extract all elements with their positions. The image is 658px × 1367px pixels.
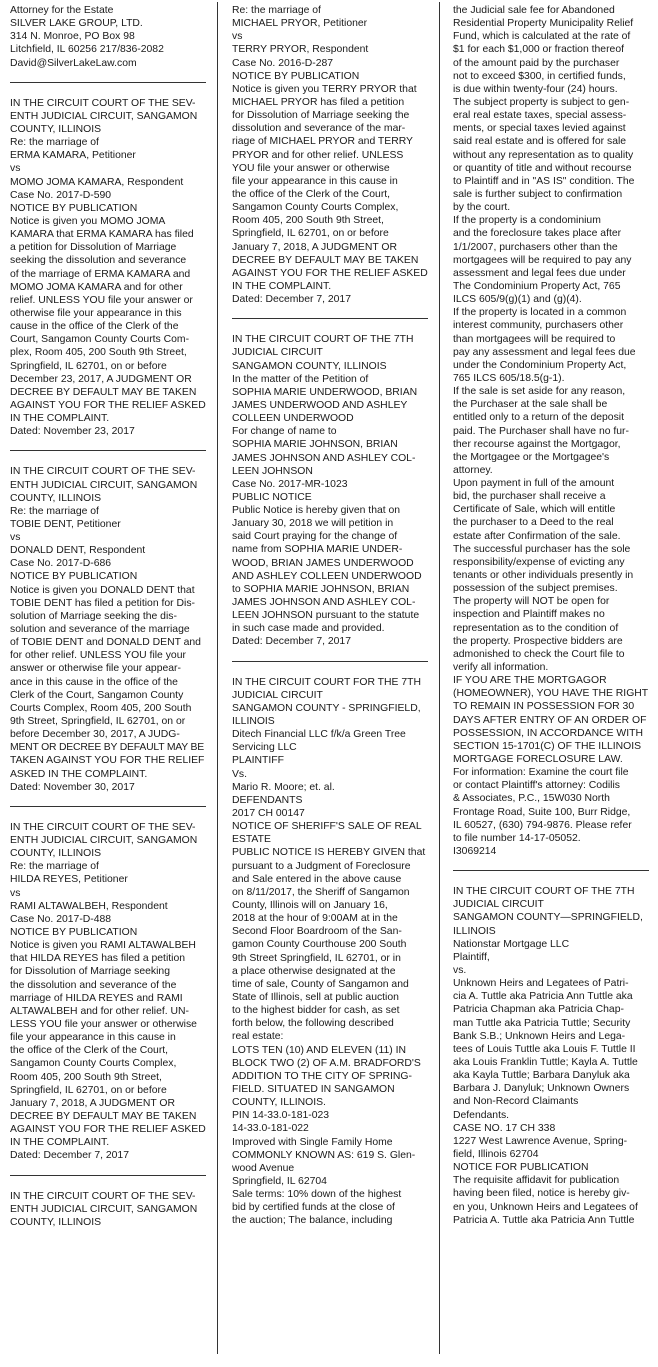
notice-separator <box>10 82 206 83</box>
notice-line: IN THE COMPLAINT. <box>10 1137 110 1149</box>
notice-line: Patricia A. Tuttle aka Patricia Ann Tuttle <box>453 1214 635 1226</box>
notice-line: estate after Confirmation of the sale. <box>453 530 621 542</box>
notice-line: Mario R. Moore; et. al. <box>232 781 335 793</box>
notice-line: County, Illinois will on January 16, <box>232 900 388 911</box>
notice-line: gamon County Courthouse 200 South <box>232 939 407 951</box>
column-1 <box>10 4 206 1229</box>
legal-notice <box>10 4 206 70</box>
notice-line: solution and severance of the marriage <box>10 624 190 636</box>
notice-line: MICHAEL PRYOR has filed a petition <box>232 96 405 108</box>
notice-line: IF YOU ARE THE MORTGAGOR <box>453 675 607 687</box>
notice-line: Dated: December 7, 2017 <box>232 294 351 306</box>
notice-line: otherwise file your appearance in this <box>10 307 182 319</box>
notice-line: MICHAEL PRYOR, Petitioner <box>232 18 368 30</box>
notice-line: IN THE CIRCUIT COURT FOR THE 7TH <box>232 676 421 688</box>
notice-line: Case No. 2017-D-590 <box>10 189 112 201</box>
notice-line: I3069214 <box>453 846 497 857</box>
notice-line: admonished to check the Court file to <box>453 648 625 660</box>
notice-line: cia A. Tuttle aka Patricia Ann Tuttle aka <box>453 991 633 1003</box>
notice-line: by the court. <box>453 202 511 214</box>
notice-line: a petition for Dissolution of Marriage <box>10 242 177 254</box>
notice-line: Sale terms: 10% down of the highest <box>232 1189 402 1201</box>
notice-line: and the foreclosure takes place after <box>453 228 622 240</box>
notice-line: Clerk of the Court, Sangamon County <box>10 689 184 701</box>
notice-line: Attorney for the Estate <box>10 5 114 16</box>
notice-line: ther recourse against the Mortgagor, <box>453 438 621 450</box>
notice-line: & Associates, P.C., 15W030 North <box>453 793 610 805</box>
notice-line: COMMONLY KNOWN AS: 619 S. Glen- <box>232 1149 416 1161</box>
notice-line: Fund, which is calculated at the rate of <box>453 31 631 43</box>
notice-line: NOTICE OF SHERIFF'S SALE OF REAL <box>232 821 422 833</box>
notice-line: man Tuttle aka Patricia Tuttle; Security <box>453 1017 631 1029</box>
notice-line: AGAINST YOU FOR THE RELIEF ASKED <box>232 267 428 279</box>
notice-line: Case No. 2017-D-686 <box>10 558 112 570</box>
notice-line: not to exceed $300, in certified funds, <box>453 70 626 82</box>
notice-line: IN THE COMPLAINT. <box>10 413 110 425</box>
notice-line: answer or otherwise file your appear- <box>10 663 181 675</box>
notice-line: of TOBIE DENT and DONALD DENT and <box>10 637 201 649</box>
notice-line: pursuant to a Judgment of Foreclosure <box>232 860 411 872</box>
column-rule-right <box>439 2 440 1354</box>
notice-line: the auction; The balance, including <box>232 1215 393 1227</box>
notice-line: DEFENDANTS <box>232 794 303 806</box>
notice-line: In the matter of the Petition of <box>232 373 369 385</box>
notice-line: TERRY PRYOR, Respondent <box>232 44 369 56</box>
notice-line: DONALD DENT, Respondent <box>10 545 146 557</box>
notice-line: Notice is given you RAMI ALTAWALBEH <box>10 940 196 952</box>
notice-line: IN THE CIRCUIT COURT OF THE SEV- <box>10 821 196 833</box>
notice-line: Room 405, 200 South 9th Street, <box>232 215 384 227</box>
notice-line: $1 for each $1,000 or fraction thereof <box>453 44 624 56</box>
notice-line: NOTICE BY PUBLICATION <box>10 202 138 214</box>
notice-line: Case No. 2017-D-488 <box>10 913 112 925</box>
notice-line: ments, or special taxes levied against <box>453 123 626 135</box>
notice-separator <box>10 806 206 807</box>
legal-notice <box>10 465 206 794</box>
notice-line: aka Louis Franklin Tuttle; Kayla A. Tuttle <box>453 1056 638 1068</box>
notice-line: Servicing LLC <box>232 742 297 754</box>
notice-line: solution of Marriage seeking the dis- <box>10 610 177 622</box>
notice-line: for Dissolution of Marriage seeking <box>10 966 170 978</box>
notice-line: The requisite affidavit for publication <box>453 1175 620 1187</box>
notice-line: and Non-Record Claimants <box>453 1096 579 1108</box>
legal-notice <box>10 821 206 1163</box>
notice-line: State of Illinois, sell at public auction <box>232 991 399 1003</box>
notice-line: The property will NOT be open for <box>453 596 610 608</box>
notice-line: for other relief. UNLESS YOU file your <box>10 650 186 662</box>
notice-line: en you, Unknown Heirs and Legatees of <box>453 1201 638 1213</box>
notice-line: (HOMEOWNER), YOU HAVE THE RIGHT <box>453 688 649 700</box>
notice-line: ERMA KAMARA, Petitioner <box>10 150 136 162</box>
notice-line: Case No. 2016-D-287 <box>232 57 334 69</box>
notice-line: to SOPHIA MARIE JOHNSON, BRIAN <box>232 583 410 595</box>
legal-notice <box>232 4 428 306</box>
notice-line: LEEN JOHNSON pursuant to the statute <box>232 610 420 622</box>
notice-line: is due within twenty-four (24) hours. <box>453 83 618 95</box>
notice-line: Nationstar Mortgage LLC <box>453 938 570 950</box>
notice-line: PIN 14-33.0-181-023 <box>232 1110 330 1122</box>
notice-line: ILCS 605/9(g)(1) and (g)(4). <box>453 294 582 306</box>
legal-notice <box>10 1190 206 1229</box>
notice-line: vs <box>10 887 21 899</box>
notice-line: or quantity of title and without recourse <box>453 162 632 174</box>
notice-line: under the Condominium Property Act, <box>453 359 627 371</box>
notice-line: Frontage Road, Suite 100, Burr Ridge, <box>453 806 631 818</box>
notice-line: JUDICIAL CIRCUIT <box>453 899 544 911</box>
notice-line: MENT OR DECREE BY DEFAULT MAY BE <box>10 742 204 754</box>
notice-line: Notice is given you TERRY PRYOR that <box>232 83 417 95</box>
notice-line: ENTH JUDICIAL CIRCUIT, SANGAMON <box>10 835 198 847</box>
notice-line: time of sale, County of Sangamon and <box>232 978 409 990</box>
notice-line: Residential Property Municipality Relief <box>453 18 634 30</box>
notice-line: Re: the marriage of <box>232 5 321 16</box>
notice-line: PLAINTIFF <box>232 755 284 767</box>
column-3 <box>453 4 649 1227</box>
notice-line: vs. <box>453 964 467 976</box>
notice-line: wood Avenue <box>232 1162 295 1174</box>
notice-line: the property. Prospective bidders are <box>453 635 623 647</box>
notice-line: assessment and legal fees due under <box>453 267 626 279</box>
notice-line: JUDICIAL CIRCUIT <box>232 689 323 701</box>
notice-line: Ditech Financial LLC f/k/a Green Tree <box>232 729 406 741</box>
notice-line: MORTGAGE FORECLOSURE LAW. <box>453 754 623 766</box>
notice-line: KAMARA that ERMA KAMARA has filed <box>10 229 194 241</box>
notice-line: Litchfield, IL 60256 217/836-2082 <box>10 44 164 56</box>
notice-line: SANGAMON COUNTY, ILLINOIS <box>232 360 387 372</box>
notice-line: MOMO JOMA KAMARA, Respondent <box>10 176 184 188</box>
notice-line: January 30, 2018 we will petition in <box>232 518 394 530</box>
notice-line: COUNTY, ILLINOIS <box>10 848 102 860</box>
notice-line: David@SilverLakeLaw.com <box>10 57 137 69</box>
notice-line: plex, Room 405, 200 South 9th Street, <box>10 347 187 359</box>
notice-line: said Court praying for the change of <box>232 531 398 543</box>
notice-line: DECREE BY DEFAULT MAY BE TAKEN <box>232 254 419 266</box>
notice-line: to file number 14-17-05052. <box>453 832 581 844</box>
notice-line: COUNTY, ILLINOIS. <box>232 1097 326 1109</box>
notice-line: 2017 CH 00147 <box>232 808 305 820</box>
notice-line: January 7, 2018, A JUDGMENT OR <box>10 1097 175 1109</box>
notice-line: WOOD, BRIAN JAMES UNDERWOOD <box>232 557 414 569</box>
notice-line: bid, the purchaser shall receive a <box>453 491 606 503</box>
notice-separator <box>10 1175 206 1176</box>
notice-line: ADDITION TO THE CITY OF SPRING- <box>232 1070 412 1082</box>
column-2 <box>232 4 428 1228</box>
notice-line: MOMO JOMA KAMARA and for other <box>10 281 183 293</box>
notice-line: ALTAWALBEH and for other relief. UN- <box>10 1005 190 1017</box>
notice-line: CASE NO. 17 CH 338 <box>453 1122 556 1134</box>
notice-line: NOTICE BY PUBLICATION <box>10 927 138 938</box>
legal-notice <box>10 97 206 439</box>
legal-notice <box>453 4 649 858</box>
notice-line: The successful purchaser has the sole <box>453 543 631 555</box>
notice-line: than mortgagees will be required to <box>453 333 616 345</box>
notice-line: POSSESSION, IN ACCORDANCE WITH <box>453 727 643 739</box>
notice-line: 1/1/2007, purchasers other than the <box>453 241 618 253</box>
notice-line: in such case made and provided. <box>232 623 385 635</box>
notice-line: COLLEEN UNDERWOOD <box>232 413 354 425</box>
legal-notice <box>232 333 428 648</box>
notice-line: ESTATE <box>232 834 271 846</box>
notice-line: bid by certified funds at the close of <box>232 1202 395 1214</box>
notice-line: of the amount paid by the purchaser <box>453 57 620 69</box>
notice-line: vs <box>232 31 243 43</box>
notice-line: ENTH JUDICIAL CIRCUIT, SANGAMON <box>10 479 198 491</box>
notice-line: forth below, the following described <box>232 1018 394 1030</box>
notice-line: Springfield, IL 62701, on or before <box>10 1084 167 1096</box>
notice-line: on 8/11/2017, the Sheriff of Sangamon <box>232 886 410 898</box>
notice-line: responsibility/expense of evicting any <box>453 556 625 568</box>
notice-line: 314 N. Monroe, PO Box 98 <box>10 31 135 43</box>
notice-line: marriage of HILDA REYES and RAMI <box>10 992 183 1004</box>
notice-line: SOPHIA MARIE JOHNSON, BRIAN <box>232 439 398 451</box>
notice-line: Defendants. <box>453 1109 510 1121</box>
notice-line: that HILDA REYES has filed a petition <box>10 953 186 965</box>
notice-line: NOTICE FOR PUBLICATION <box>453 1162 589 1174</box>
notice-line: 2018 at the hour of 9:00AM at in the <box>232 913 398 925</box>
notice-line: Barbara J. Danyluk; Unknown Owners <box>453 1083 630 1095</box>
notice-line: Plaintiff, <box>453 951 490 963</box>
notice-line: Unknown Heirs and Legatees of Patri- <box>453 978 629 990</box>
notice-line: TOBIE DENT has filed a petition for Dis- <box>10 597 195 609</box>
notice-line: HILDA REYES, Petitioner <box>10 874 128 886</box>
notice-line: The Condominium Property Act, 765 <box>453 280 621 292</box>
notice-line: of the marriage of ERMA KAMARA and <box>10 268 191 280</box>
notice-line: a place otherwise designated at the <box>232 965 396 977</box>
notice-line: inspection and Plaintiff makes no <box>453 609 605 621</box>
notice-line: file your appearance in this cause in <box>232 175 398 187</box>
notice-line: Case No. 2017-MR-1023 <box>232 478 348 490</box>
notice-line: 9th Street Springfield, IL 62701, or in <box>232 952 401 964</box>
notice-line: Dated: December 7, 2017 <box>10 1150 129 1162</box>
notice-line: SECTION 15-1701(C) OF THE ILLINOIS <box>453 740 642 752</box>
notice-line: RAMI ALTAWALBEH, Respondent <box>10 900 168 912</box>
notice-line: before December 30, 2017, A JUDG- <box>10 729 180 741</box>
notice-line: Springfield, IL 62704 <box>232 1175 327 1187</box>
notice-line: AGAINST YOU FOR THE RELIEF ASKED <box>10 399 206 411</box>
notice-line: COUNTY, ILLINOIS <box>10 123 102 135</box>
notice-line: the Mortgagee or the Mortgagee's <box>453 451 610 463</box>
notice-line: dissolution and severance of the mar- <box>232 123 406 135</box>
notice-line: paid. The Purchaser shall have no fur- <box>453 425 629 437</box>
notice-line: PUBLIC NOTICE <box>232 491 312 503</box>
notice-line: possession of the subject premises. <box>453 583 618 595</box>
notice-line: DECREE BY DEFAULT MAY BE TAKEN <box>10 386 197 398</box>
notice-line: Court, Sangamon County Courts Com- <box>10 334 190 346</box>
notice-line: the purchaser to a Deed to the real <box>453 517 614 529</box>
notice-line: 765 ILCS 605/18.5(g-1). <box>453 372 565 384</box>
notice-line: LOTS TEN (10) AND ELEVEN (11) IN <box>232 1044 406 1056</box>
notice-line: COUNTY, ILLINOIS <box>10 1216 102 1228</box>
notice-line: the Purchaser at the sale shall be <box>453 399 608 411</box>
notice-line: Improved with Single Family Home <box>232 1136 393 1148</box>
notice-line: entitled only to a return of the deposit <box>453 412 624 424</box>
notice-line: eral real estate taxes, special assess- <box>453 110 627 122</box>
notice-line: Re: the marriage of <box>10 505 99 517</box>
notice-line: AND ASHLEY COLLEEN UNDERWOOD <box>232 570 422 582</box>
notice-line: Dated: November 30, 2017 <box>10 781 135 793</box>
notice-line: Room 405, 200 South 9th Street, <box>10 1071 162 1083</box>
notice-line: Dated: November 23, 2017 <box>10 426 135 438</box>
notice-line: SOPHIA MARIE UNDERWOOD, BRIAN <box>232 386 418 398</box>
notice-line: mortgagees will be required to pay any <box>453 254 632 266</box>
notice-line: file your appearance in this cause in <box>10 1032 176 1044</box>
notice-line: JAMES UNDERWOOD AND ASHLEY <box>232 399 408 411</box>
notice-line: JAMES JOHNSON AND ASHLEY COL- <box>232 452 416 464</box>
notice-line: ance in this cause in the office of the <box>10 676 178 688</box>
notice-line: IN THE CIRCUIT COURT OF THE SEV- <box>10 1190 196 1202</box>
notice-line: Certificate of Sale, which will entitle <box>453 504 616 516</box>
notice-line: NOTICE BY PUBLICATION <box>232 70 360 82</box>
notice-line: IL 60527, (630) 794-9876. Please refer <box>453 819 632 831</box>
notice-line: ASKED IN THE COMPLAINT. <box>10 768 148 780</box>
notice-line: JAMES JOHNSON AND ASHLEY COL- <box>232 597 416 609</box>
notice-line: ILLINOIS <box>232 716 275 728</box>
notice-line: the office of the Clerk of the Court, <box>232 188 391 200</box>
column-rule-left <box>217 2 218 1354</box>
notice-line: TO REMAIN IN POSSESSION FOR 30 <box>453 701 635 713</box>
notice-line: seeking the dissolution and severance <box>10 255 187 267</box>
notice-line: IN THE CIRCUIT COURT OF THE 7TH <box>453 886 635 898</box>
notice-line: interest community, purchasers other <box>453 320 624 332</box>
notice-line: December 23, 2017, A JUDGMENT OR <box>10 373 192 385</box>
notice-line: Re: the marriage of <box>10 137 99 149</box>
notice-line: riage of MICHAEL PRYOR and TERRY <box>232 136 413 148</box>
notice-line: to the highest bidder for cash, as set <box>232 1005 400 1017</box>
notice-line: 9th Street, Springfield, IL 62701, on or <box>10 716 186 728</box>
notice-line: For information: Examine the court file <box>453 767 629 779</box>
notice-line: ENTH JUDICIAL CIRCUIT, SANGAMON <box>10 110 198 122</box>
notice-line: AGAINST YOU FOR THE RELIEF ASKED <box>10 1124 206 1136</box>
notice-line: relief. UNLESS YOU file your answer or <box>10 294 193 306</box>
notice-line: the Judicial sale fee for Abandoned <box>453 5 615 16</box>
legal-notice <box>453 885 649 1227</box>
notice-line: Dated: December 7, 2017 <box>232 636 351 648</box>
notice-line: LESS YOU file your answer or otherwise <box>10 1018 197 1030</box>
notice-line: ENTH JUDICIAL CIRCUIT, SANGAMON <box>10 1203 198 1215</box>
notice-line: cause in the office of the Clerk of the <box>10 321 179 333</box>
notice-line: For change of name to <box>232 426 337 438</box>
notice-line: COUNTY, ILLINOIS <box>10 492 102 504</box>
notice-line: said real estate and is offered for sale <box>453 136 627 148</box>
notice-line: tenants or other individuals presently in <box>453 570 634 582</box>
notice-line: without any representation as to quality <box>453 149 634 161</box>
notice-line: Upon payment in full of the amount <box>453 478 615 490</box>
notice-line: vs <box>10 163 21 175</box>
notice-line: January 7, 2018, A JUDGMENT OR <box>232 241 397 253</box>
notice-line: IN THE CIRCUIT COURT OF THE SEV- <box>10 97 196 109</box>
notice-line: pay any assessment and legal fees due <box>453 346 636 358</box>
notice-line: SANGAMON COUNTY - SPRINGFIELD, <box>232 702 421 714</box>
notice-line: FIELD. SITUATED IN SANGAMON <box>232 1083 395 1095</box>
notice-line: Re: the marriage of <box>10 861 99 873</box>
notice-line: having been filed, notice is hereby giv- <box>453 1188 630 1200</box>
notice-line: If the sale is set aside for any reason, <box>453 386 626 398</box>
notice-line: field, Illinois 62704 <box>453 1148 539 1160</box>
notice-line: Bank S.B.; Unknown Heirs and Lega- <box>453 1030 626 1042</box>
notice-line: vs <box>10 532 21 544</box>
notice-line: and Sale entered in the above cause <box>232 873 402 885</box>
notice-line: IN THE COMPLAINT. <box>232 280 332 292</box>
notice-line: aka Kayla Tuttle; Barbara Danyluk aka <box>453 1070 630 1082</box>
notice-line: IN THE CIRCUIT COURT OF THE 7TH <box>232 334 414 346</box>
notice-line: tees of Louis Tuttle aka Louis F. Tuttle II <box>453 1043 636 1055</box>
notice-line: TAKEN AGAINST YOU FOR THE RELIEF <box>10 755 205 767</box>
notice-line: BLOCK TWO (2) OF A.M. BRADFORD'S <box>232 1057 421 1069</box>
notice-line: 14-33.0-181-022 <box>232 1123 309 1135</box>
notice-line: name from SOPHIA MARIE UNDER- <box>232 544 403 556</box>
notice-line: Notice is given you DONALD DENT that <box>10 584 195 596</box>
notice-separator <box>232 318 428 319</box>
notice-line: LEEN JOHNSON <box>232 465 313 477</box>
notice-line: the dissolution and severance of the <box>10 979 177 991</box>
notice-line: representation as to the condition of <box>453 622 619 634</box>
notice-line: PUBLIC NOTICE IS HEREBY GIVEN that <box>232 847 426 859</box>
notice-line: The subject property is subject to gen- <box>453 96 630 108</box>
notice-line: PRYOR and for other relief. UNLESS <box>232 149 404 161</box>
notice-line: ILLINOIS <box>453 925 496 937</box>
notice-line: SILVER LAKE GROUP, LTD. <box>10 18 143 30</box>
notice-separator <box>453 870 649 871</box>
notice-line: Springfield, IL 62701, on or before <box>232 228 389 240</box>
notice-line: SANGAMON COUNTY—SPRINGFIELD, <box>453 912 643 924</box>
notice-line: the office of the Clerk of the Court, <box>10 1045 169 1057</box>
notice-line: Patricia Chapman aka Patricia Chap- <box>453 1004 624 1016</box>
notice-line: Second Floor Boardroom of the San- <box>232 926 402 938</box>
notice-line: 1227 West Lawrence Avenue, Spring- <box>453 1135 628 1147</box>
notice-line: for Dissolution of Marriage seeking the <box>232 110 410 122</box>
notice-line: IN THE CIRCUIT COURT OF THE SEV- <box>10 466 196 478</box>
notice-line: JUDICIAL CIRCUIT <box>232 347 323 359</box>
notice-line: If the property is a condominium <box>453 215 601 227</box>
notice-line: Springfield, IL 62701, on or before <box>10 360 167 372</box>
notice-line: Sangamon County Courts Complex, <box>232 202 399 214</box>
notice-line: DAYS AFTER ENTRY OF AN ORDER OF <box>453 714 647 726</box>
legal-notice <box>232 676 428 1228</box>
notice-line: sale is further subject to confirmation <box>453 188 623 200</box>
notice-separator <box>232 661 428 662</box>
notice-line: TOBIE DENT, Petitioner <box>10 518 121 530</box>
notice-line: real estate: <box>232 1031 284 1043</box>
notice-line: NOTICE BY PUBLICATION <box>10 571 138 583</box>
notice-line: Courts Complex, Room 405, 200 South <box>10 702 192 714</box>
notice-line: verify all information. <box>453 662 549 674</box>
notice-line: to Plaintiff and in "AS IS" condition. The <box>453 175 635 187</box>
notice-line: or contact Plaintiff's attorney: Codilis <box>453 780 620 792</box>
notice-line: Sangamon County Courts Complex, <box>10 1058 177 1070</box>
notice-line: Vs. <box>232 768 248 780</box>
notice-line: YOU file your answer or otherwise <box>232 162 390 174</box>
notice-line: DECREE BY DEFAULT MAY BE TAKEN <box>10 1110 197 1122</box>
notice-line: Notice is given you MOMO JOMA <box>10 215 166 227</box>
notice-separator <box>10 450 206 451</box>
notice-line: Public Notice is hereby given that on <box>232 505 401 517</box>
notice-line: attorney. <box>453 464 493 476</box>
notice-line: If the property is located in a common <box>453 307 627 319</box>
